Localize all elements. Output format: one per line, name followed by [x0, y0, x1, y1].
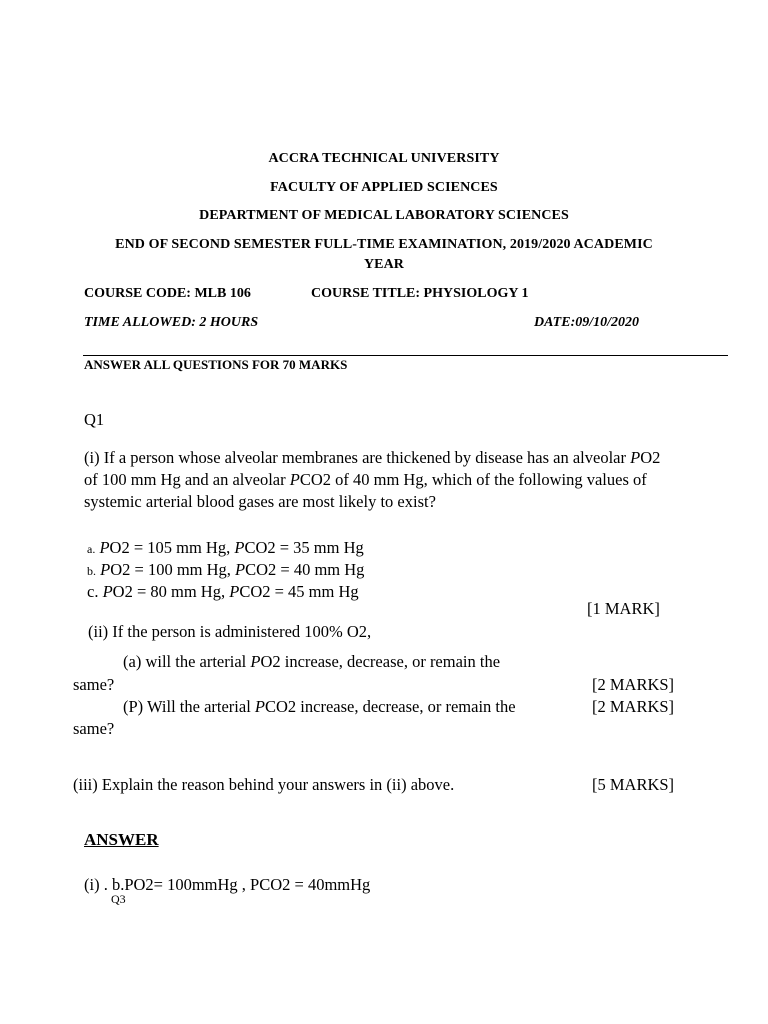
question-text-line3: systemic arterial blood gases are most likely to exist?: [84, 492, 436, 511]
option-a: a. PO2 = 105 mm Hg, PCO2 = 35 mm Hg: [87, 538, 364, 557]
option-c: c. PO2 = 80 mm Hg, PCO2 = 45 mm Hg: [87, 582, 359, 601]
question-part2a: (a) will the arterial PO2 increase, decrease, or remain the: [123, 652, 501, 671]
header-divider: [83, 355, 728, 356]
instructions: ANSWER ALL QUESTIONS FOR 70 MARKS: [84, 357, 348, 372]
question-part2a-cont: same?: [73, 675, 115, 694]
question-part3: (iii) Explain the reason behind your answers in (ii) above.: [73, 775, 455, 794]
department-name: DEPARTMENT OF MEDICAL LABORATORY SCIENCES: [199, 208, 569, 223]
option-b: b. PO2 = 100 mm Hg, PCO2 = 40 mm Hg: [87, 560, 365, 579]
exam-title-line1: END OF SECOND SEMESTER FULL-TIME EXAMINATION, 2019/2020 ACADEMIC: [115, 237, 653, 252]
stray-q3-label: Q3: [111, 892, 126, 906]
marks-part1: [1 MARK]: [587, 599, 660, 618]
course-title: COURSE TITLE: PHYSIOLOGY 1: [311, 286, 529, 301]
question-part2: (ii) If the person is administered 100% O2,: [88, 622, 372, 641]
answer-line1: (i) . b.PO2= 100mmHg , PCO2 = 40mmHg: [84, 875, 371, 894]
question-text-line1: (i) If a person whose alveolar membranes are thickened by disease has an alveolar PO2: [84, 448, 661, 467]
marks-part2a: [2 MARKS]: [592, 675, 675, 694]
question-part2b-cont: same?: [73, 719, 115, 738]
exam-title-line2: YEAR: [363, 257, 405, 272]
marks-part3: [5 MARKS]: [592, 775, 675, 794]
faculty-name: FACULTY OF APPLIED SCIENCES: [270, 180, 498, 195]
question-label: Q1: [84, 410, 105, 429]
question-text-line2: of 100 mm Hg and an alveolar PCO2 of 40 mm Hg, which of the following values of: [84, 470, 647, 489]
time-allowed: TIME ALLOWED: 2 HOURS: [84, 315, 259, 330]
question-part2b: (P) Will the arterial PCO2 increase, decrease, or remain the: [123, 697, 516, 716]
exam-date: DATE:09/10/2020: [534, 315, 640, 330]
answer-heading: ANSWER: [84, 830, 159, 849]
course-code: COURSE CODE: MLB 106: [84, 286, 251, 301]
marks-part2b: [2 MARKS]: [592, 697, 675, 716]
university-name: ACCRA TECHNICAL UNIVERSITY: [268, 151, 500, 166]
